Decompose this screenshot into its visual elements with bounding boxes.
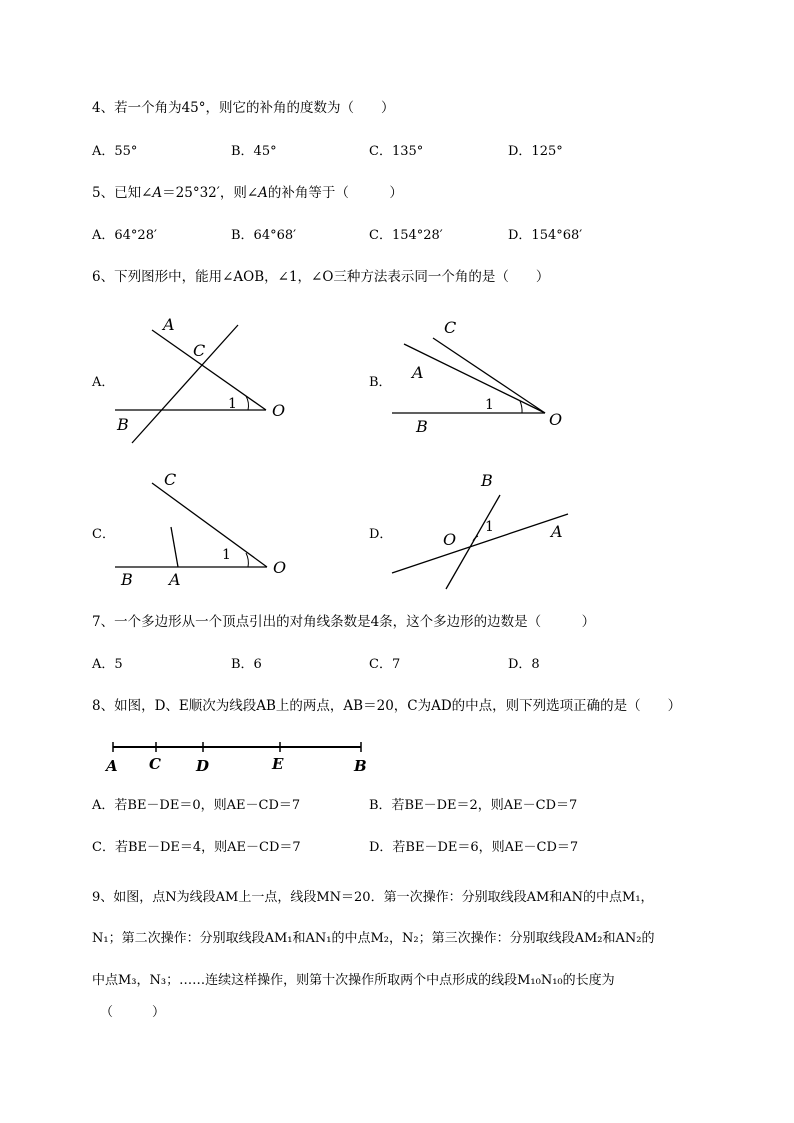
q7-option-d[interactable]: D．8 [508, 657, 540, 672]
figure-a-label-b: B [117, 415, 129, 434]
q9-line-1: 9、如图，点N为线段AM上一点，线段MN＝20．第一次操作：分别取线段AM和AN的中点M₁， [92, 890, 654, 905]
q6-option-d-label[interactable]: D． [369, 527, 393, 542]
figure-b-angle-arc [520, 401, 522, 413]
q7-stem: 7、一个多边形从一个顶点引出的对角线条数是4条，这个多边形的边数是（ ） [92, 614, 596, 630]
figure-a-label-c: C [193, 341, 206, 360]
q6-option-a-label[interactable]: A． [92, 375, 115, 390]
figure-d-label-o: O [443, 530, 457, 549]
q8-label-a: A [106, 757, 118, 775]
q4-option-d[interactable]: D．125° [508, 144, 563, 159]
figure-b-label-o: O [549, 410, 563, 429]
q6-figure-a[interactable] [115, 315, 285, 443]
q4-stem: 4、若一个角为45°，则它的补角的度数为（ ） [92, 100, 395, 116]
figure-c-label-a: A [169, 570, 181, 589]
figure-a-label-a: A [163, 315, 175, 334]
q8-label-d: D [196, 757, 210, 775]
q8-option-d[interactable]: D．若BE－DE＝6，则AE－CD＝7 [369, 840, 579, 855]
q5-option-a[interactable]: A．64°28′ [92, 228, 157, 243]
q9-line-2: N₁；第二次操作：分别取线段AM₁和AN₁的中点M₂，N₂；第三次操作：分别取线段AM₂和AN₂的 [92, 931, 655, 946]
q4-option-b[interactable]: B．45° [231, 144, 277, 159]
figure-a-angle-label: 1 [228, 396, 237, 412]
figure-a-ray-oa [152, 330, 266, 410]
q5-option-b[interactable]: B．64°68′ [231, 228, 297, 243]
q9-line-4: （ ） [100, 1005, 166, 1020]
q7-option-b[interactable]: B．6 [231, 657, 262, 672]
q8-option-a[interactable]: A．若BE－DE＝0，则AE－CD＝7 [92, 798, 301, 813]
q8-label-e: E [272, 755, 284, 773]
figure-c-label-c: C [164, 470, 177, 489]
q6-figure-d[interactable] [392, 471, 568, 589]
figure-c-angle-label: 1 [222, 547, 231, 563]
figure-c-segment-a [171, 527, 178, 567]
q4-option-c[interactable]: C．135° [369, 144, 424, 159]
figure-c-label-b: B [121, 570, 133, 589]
figure-d-line-oa [392, 514, 568, 573]
q8-stem: 8、如图，D、E顺次为线段AB上的两点，AB＝20，C为AD的中点，则下列选项正确的是（ ） [92, 698, 682, 714]
figure-b-label-b: B [416, 417, 428, 436]
figure-d-angle-label: 1 [485, 519, 494, 535]
q7-option-a[interactable]: A．5 [92, 657, 123, 672]
q5-stem: 5、已知∠A＝25°32′，则∠A的补角等于（ ） [92, 185, 403, 201]
figure-d-label-a: A [551, 522, 563, 541]
figure-d-label-b: B [481, 471, 493, 490]
q8-option-b[interactable]: B．若BE－DE＝2，则AE－CD＝7 [369, 798, 578, 813]
q5-option-c[interactable]: C．154°28′ [369, 228, 443, 243]
q5-option-d[interactable]: D．154°68′ [508, 228, 583, 243]
figure-c-label-o: O [273, 558, 287, 577]
figure-b-angle-label: 1 [485, 397, 494, 413]
q6-option-c-label[interactable]: C． [92, 527, 115, 542]
q4-option-a[interactable]: A．55° [92, 144, 138, 159]
q6-figure-c[interactable] [115, 470, 286, 589]
q8-segment-figure [104, 742, 367, 775]
figure-a-transversal [132, 325, 238, 443]
q6-stem: 6、下列图形中，能用∠AOB，∠1，∠O三种方法表示同一个角的是（ ） [92, 269, 550, 285]
q6-figure-b[interactable] [392, 318, 562, 436]
q9-line-3: 中点M₃，N₃；……连续这样操作，则第十次操作所取两个中点形成的线段M₁₀N₁₀的长度为 [92, 973, 615, 988]
q8-label-c: C [149, 755, 161, 773]
figure-c-angle-arc [246, 553, 248, 567]
q8-label-b: B [354, 757, 367, 775]
q8-option-c[interactable]: C．若BE－DE＝4，则AE－CD＝7 [92, 840, 301, 855]
figure-b-label-c: C [444, 318, 457, 337]
figure-b-ray-oa [404, 344, 545, 413]
q7-option-c[interactable]: C．7 [369, 657, 401, 672]
figure-b-label-a: A [412, 363, 424, 382]
figure-a-label-o: O [272, 401, 286, 420]
figure-c-ray-oc [152, 483, 267, 567]
q6-option-b-label[interactable]: B． [369, 375, 392, 390]
